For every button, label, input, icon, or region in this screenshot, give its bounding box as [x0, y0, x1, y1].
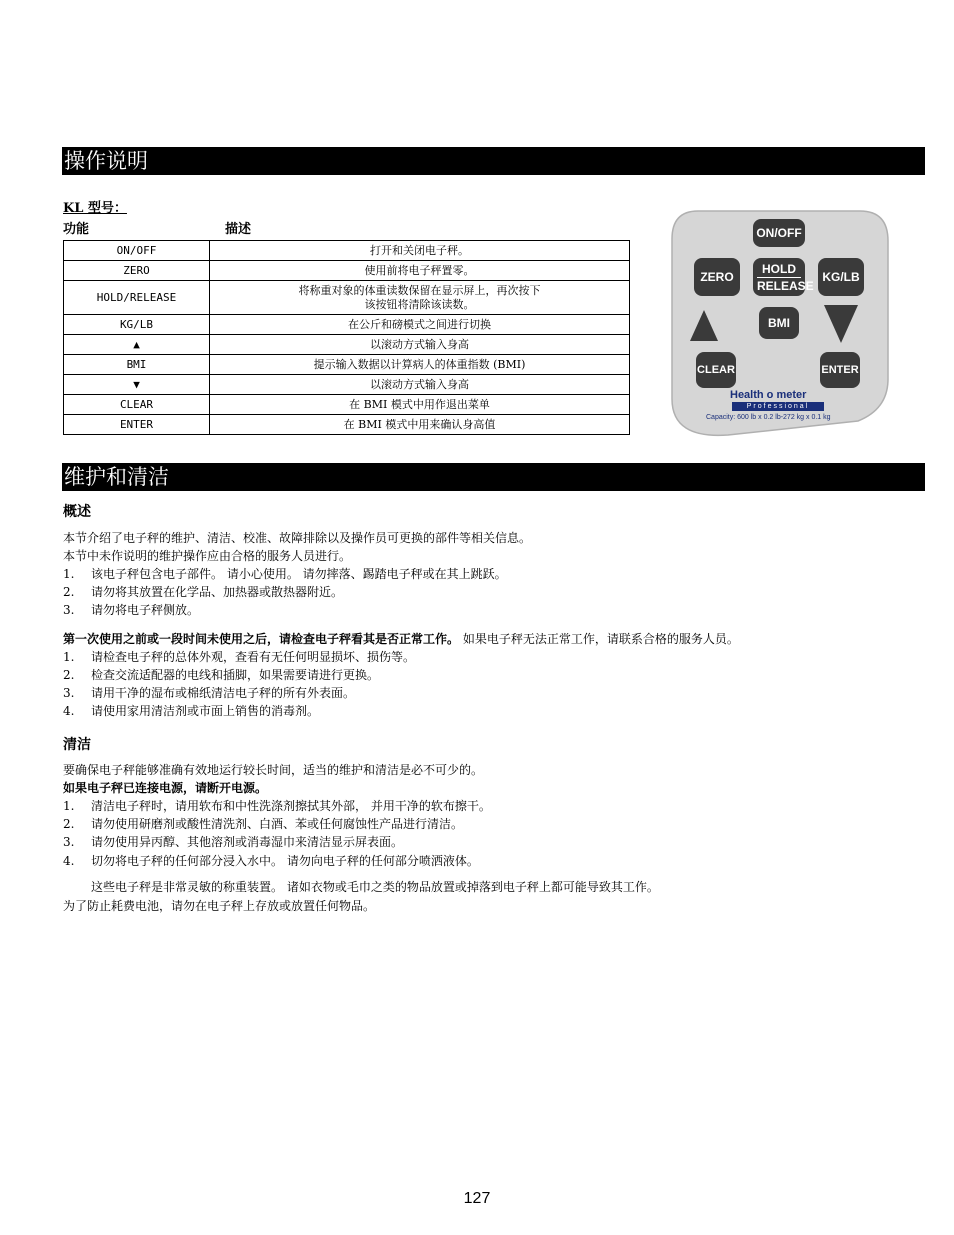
table-cell-description: 在公斤和磅模式之间进行切换 [210, 315, 630, 335]
section-title-maintenance: 维护和清洁 [62, 463, 925, 491]
description-line-1: 将称重对象的体重读数保留在显示屏上，再次按下 [298, 283, 541, 297]
section-title-operation: 操作说明 [62, 147, 925, 175]
capacity-text: Capacity: 600 lb x 0.2 lb-272 kg x 0.1 kg [706, 414, 831, 421]
list-item [63, 648, 415, 666]
table-cell-function: ▲ [64, 335, 210, 355]
function-table [63, 240, 630, 435]
table-cell-function: HOLD/RELEASE [64, 281, 210, 315]
list-number: 1. [63, 567, 75, 581]
list-text: 请勿将电子秤侧放。 [91, 603, 200, 617]
list-number: 3. [63, 686, 75, 700]
list-item [63, 583, 343, 601]
table-cell-description [210, 281, 630, 315]
list-item [63, 833, 403, 851]
kg-lb-key: KG/LB [818, 258, 864, 296]
cleaning-warning: 如果电子秤已连接电源，请断开电源。 [63, 781, 268, 795]
list-text: 该电子秤包含电子部件。 请小心使用。 请勿摔落、踢踏电子秤或在其上跳跃。 [91, 567, 507, 581]
table-row [64, 415, 630, 435]
cleaning-paragraph: 要确保电子秤能够准确有效地运行较长时间，适当的维护和清洁是必不可少的。 [63, 763, 484, 777]
check-paragraph [63, 630, 739, 648]
release-label: RELEASE [757, 278, 814, 293]
list-number: 3. [63, 603, 75, 617]
list-text: 请勿使用异丙醇、其他溶剂或消毒湿巾来清洁显示屏表面。 [91, 835, 404, 849]
table-cell-description: 以滚动方式输入身高 [210, 375, 630, 395]
keypad-illustration [668, 209, 890, 437]
table-cell-description: 在 BMI 模式中用作退出菜单 [210, 395, 630, 415]
list-item [63, 702, 319, 720]
list-number: 2. [63, 668, 75, 682]
overview-heading: 概述 [63, 504, 91, 520]
list-text: 清洁电子秤时，请用软布和中性洗涤剂擦拭其外部， 并用干净的软布擦干。 [91, 799, 491, 813]
table-row [64, 315, 630, 335]
overview-paragraph-2: 本节中未作说明的维护操作应由合格的服务人员进行。 [63, 549, 352, 563]
final-paragraph-1: 这些电子秤是非常灵敏的称重装置。 诸如衣物或毛巾之类的物品放置或掉落到电子秤上都可能导致其工作。 [91, 880, 659, 894]
list-item [63, 684, 355, 702]
list-text: 请勿使用研磨剂或酸性清洗剂、白酒、苯或任何腐蚀性产品进行清洁。 [91, 817, 464, 831]
table-cell-function: CLEAR [64, 395, 210, 415]
list-item [63, 666, 379, 684]
list-item [63, 797, 491, 815]
brand-subtitle: Professional [732, 402, 824, 411]
table-cell-description: 在 BMI 模式中用来确认身高值 [210, 415, 630, 435]
table-row [64, 335, 630, 355]
table-cell-function: ZERO [64, 261, 210, 281]
list-number: 4. [63, 854, 75, 868]
table-cell-function: BMI [64, 355, 210, 375]
table-cell-description: 提示输入数据以计算病人的体重指数 (BMI) [210, 355, 630, 375]
col-function-heading: 功能 [63, 222, 90, 237]
table-row [64, 241, 630, 261]
list-text: 检查交流适配器的电线和插脚，如果需要请进行更换。 [91, 668, 380, 682]
list-item [63, 815, 463, 833]
table-cell-function: ON/OFF [64, 241, 210, 261]
table-row [64, 261, 630, 281]
hold-release-key [753, 258, 814, 296]
list-item [63, 565, 507, 583]
table-cell-function: ▼ [64, 375, 210, 395]
table-cell-function: KG/LB [64, 315, 210, 335]
list-text: 请使用家用清洁剂或市面上销售的消毒剂。 [91, 704, 320, 718]
list-text: 请检查电子秤的总体外观，查看有无任何明显损坏、损伤等。 [91, 650, 416, 664]
col-description-heading: 描述 [225, 222, 252, 237]
table-cell-function: ENTER [64, 415, 210, 435]
list-text: 切勿将电子秤的任何部分浸入水中。 请勿向电子秤的任何部分喷洒液体。 [91, 854, 479, 868]
clear-key: CLEAR [696, 352, 736, 388]
brand-logo: Health o meter [730, 389, 807, 401]
model-label: KL 型号： [63, 201, 127, 216]
description-line-2: 该按钮将清除该读数。 [364, 297, 475, 311]
list-number: 1. [63, 799, 75, 813]
list-text: 请用干净的湿布或棉纸清洁电子秤的所有外表面。 [91, 686, 356, 700]
list-text: 请勿将其放置在化学品、加热器或散热器附近。 [91, 585, 344, 599]
table-row [64, 375, 630, 395]
table-row [64, 395, 630, 415]
page-number: 127 [463, 1190, 491, 1207]
list-number: 2. [63, 585, 75, 599]
overview-paragraph-1: 本节介绍了电子秤的维护、清洁、校准、故障排除以及操作员可更换的部件等相关信息。 [63, 531, 532, 545]
list-number: 3. [63, 835, 75, 849]
table-row [64, 355, 630, 375]
list-number: 1. [63, 650, 75, 664]
table-row [64, 281, 630, 315]
list-number: 4. [63, 704, 75, 718]
zero-key: ZERO [694, 258, 740, 296]
enter-key: ENTER [820, 352, 860, 388]
list-item [63, 852, 479, 870]
table-cell-description: 以滚动方式输入身高 [210, 335, 630, 355]
cleaning-heading: 清洁 [63, 737, 91, 753]
final-paragraph-2: 为了防止耗费电池，请勿在电子秤上存放或放置任何物品。 [63, 899, 376, 913]
list-number: 2. [63, 817, 75, 831]
on-off-key: ON/OFF [753, 219, 805, 247]
bmi-key: BMI [759, 307, 799, 339]
table-cell-description: 使用前将电子秤置零。 [210, 261, 630, 281]
list-item [63, 601, 199, 619]
check-rest-text: 如果电子秤无法正常工作，请联系合格的服务人员。 [459, 632, 739, 646]
check-bold-text: 第一次使用之前或一段时间未使用之后，请检查电子秤看其是否正常工作。 [63, 632, 460, 646]
hold-label: HOLD [762, 261, 796, 276]
table-cell-description: 打开和关闭电子秤。 [210, 241, 630, 261]
